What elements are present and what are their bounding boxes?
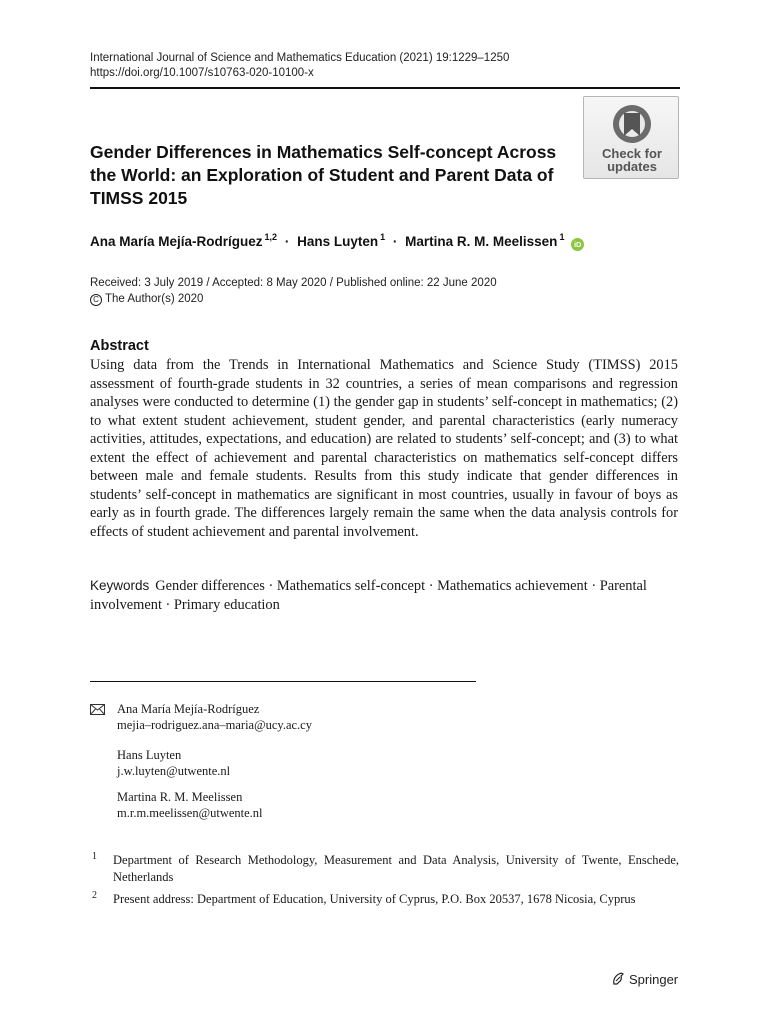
contact-name: Ana María Mejía-Rodríguez [117, 702, 260, 716]
author-list [90, 232, 584, 251]
abstract-body: Using data from the Trends in International Mathematics and Science Study (TIMSS) 2015 assessment of fourth-grade students in 32 countries, a series of mean comparisons and regression analyses were conducted to determine (1) the gender gap in students’ self-concept in mathematics; (2) to what extent student achievement, student gender, and parental characteristics (early numeracy activities, attitudes, expectations, and education) are related to students’ self-concept; and (3) to what extent the effect of achievement and parental characteristics on mathematics self-concept differs between male and female students. Results from this study indicate that gender differences in students’ self-concept in mathematics are significant in most countries, usually in favour of boys as early as in fourth grade. The differences largely remain the same when the data analysis controls for effects of student achievement and parental involvement. [90, 357, 678, 540]
contact-author-3 [117, 789, 263, 821]
author-name: Martina R. M. Meelissen [405, 234, 558, 249]
publisher-name: Springer [629, 972, 679, 987]
publication-dates: Received: 3 July 2019 / Accepted: 8 May 2020 / Published online: 22 June 2020 [90, 277, 497, 289]
author-separator: · [392, 234, 398, 249]
keywords [90, 576, 680, 615]
check-for-updates-badge[interactable] [583, 96, 679, 179]
copyright-icon: C [90, 294, 102, 306]
header-rule [90, 87, 680, 89]
abstract-heading: Abstract [90, 338, 149, 354]
check-for-updates-label [584, 147, 680, 173]
contact-author-2 [117, 747, 230, 779]
author-affiliation: 1 [380, 232, 386, 242]
keywords-label: Keywords [90, 578, 150, 593]
badge-line-2: updates [607, 159, 657, 174]
springer-horse-icon [611, 972, 625, 986]
contact-email[interactable]: mejia–rodriguez.ana–maria@ucy.ac.cy [117, 718, 312, 732]
footnote-number: 2 [92, 890, 97, 901]
footnote-number: 1 [92, 851, 97, 862]
journal-citation: International Journal of Science and Mathematics Education (2021) 19:1229–1250 [90, 52, 510, 64]
envelope-icon [90, 704, 105, 715]
author-separator: · [284, 234, 290, 249]
paper-title: Gender Differences in Mathematics Self-concept Across the World: an Exploration of Student and Parent Data of TIMSS 2015 [90, 142, 557, 208]
keywords-text: Gender differences · Mathematics self-concept · Mathematics achievement · Parental involvement · Primary education [90, 578, 647, 613]
footnote-text: Department of Research Methodology, Measurement and Data Analysis, University of Twente, Enschede, Netherlands [113, 853, 679, 884]
publisher-logo [611, 972, 678, 987]
author-name: Hans Luyten [297, 234, 379, 249]
footnote-text: Present address: Department of Education, University of Cyprus, P.O. Box 20537, 1678 Nicosia, Cyprus [113, 892, 636, 906]
contact-email[interactable]: m.r.m.meelissen@utwente.nl [117, 806, 263, 820]
badge-line-1: Check for [602, 146, 662, 161]
crossmark-icon [611, 103, 653, 145]
copyright-text: The Author(s) 2020 [105, 293, 204, 305]
author-affiliation: 1,2 [264, 232, 278, 242]
orcid-icon[interactable]: iD [571, 238, 584, 251]
contact-name: Hans Luyten [117, 748, 182, 762]
author-affiliation: 1 [559, 232, 565, 242]
copyright-line [90, 292, 203, 307]
author-name: Ana María Mejía-Rodríguez [90, 234, 263, 249]
footnote-rule [90, 681, 476, 682]
contact-name: Martina R. M. Meelissen [117, 790, 243, 804]
contact-email[interactable]: j.w.luyten@utwente.nl [117, 764, 231, 778]
doi-link[interactable]: https://doi.org/10.1007/s10763-020-10100-x [90, 67, 314, 79]
contact-author-1 [117, 701, 312, 733]
